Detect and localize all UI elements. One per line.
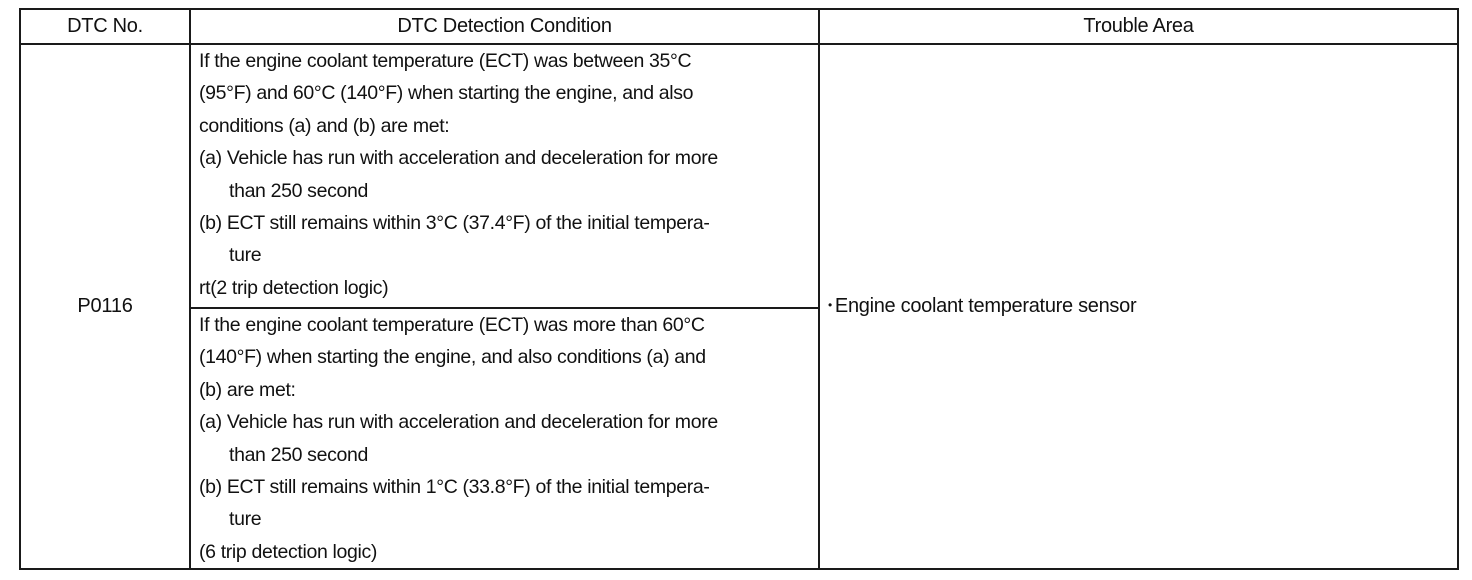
sub-item-text: (a) Vehicle has run with acceleration and deceleration for more bbox=[199, 147, 718, 170]
sub-item-continuation: ture bbox=[229, 508, 262, 531]
dtc-code-cell bbox=[20, 44, 190, 569]
dtc-code: P0116 bbox=[77, 295, 133, 318]
condition-text-line: If the engine coolant temperature (ECT) was more than 60°C bbox=[199, 314, 705, 336]
header-row bbox=[20, 9, 1458, 44]
header-detection-condition: DTC Detection Condition bbox=[190, 9, 819, 44]
condition-sub-item-b bbox=[199, 471, 810, 536]
detection-logic-note: rt(2 trip detection logic) bbox=[199, 276, 389, 299]
sub-item-continuation: ture bbox=[229, 244, 262, 267]
header-dtc-no: DTC No. bbox=[20, 9, 190, 44]
trouble-area-text: Engine coolant temperature sensor bbox=[834, 295, 1137, 318]
condition-intro bbox=[199, 309, 810, 406]
sub-item-text: (a) Vehicle has run with acceleration and deceleration for more bbox=[199, 411, 718, 434]
detection-logic-note: (6 trip detection logic) bbox=[199, 540, 378, 563]
condition-text-line: (b) are met: bbox=[199, 378, 296, 401]
sub-item-text: (b) ECT still remains within 1°C (33.8°F) of the initial tempera- bbox=[199, 475, 710, 498]
sub-item-continuation: than 250 second bbox=[229, 443, 368, 466]
condition-text-line: conditions (a) and (b) are met: bbox=[199, 114, 450, 137]
condition-text-line: If the engine coolant temperature (ECT) was between 35°C bbox=[199, 50, 692, 72]
condition-sub-item-a bbox=[199, 406, 810, 471]
condition-intro bbox=[199, 45, 810, 142]
bullet-icon: • bbox=[828, 298, 832, 313]
condition-sub-item-a bbox=[199, 142, 810, 207]
trouble-area-cell bbox=[819, 44, 1458, 569]
sub-item-text: (b) ECT still remains within 3°C (37.4°F) of the initial tempera- bbox=[199, 211, 710, 234]
condition-sub-item-b bbox=[199, 207, 810, 272]
condition-cell-1 bbox=[190, 44, 819, 308]
sub-item-continuation: than 250 second bbox=[229, 179, 368, 202]
condition-text-line: (140°F) when starting the engine, and also conditions (a) and bbox=[199, 346, 706, 369]
condition-cell-2 bbox=[190, 308, 819, 569]
condition-text-line: (95°F) and 60°C (140°F) when starting the engine, and also bbox=[199, 82, 694, 105]
dtc-table bbox=[19, 8, 1459, 570]
table-row bbox=[20, 44, 1458, 308]
header-trouble-area: Trouble Area bbox=[819, 9, 1458, 44]
